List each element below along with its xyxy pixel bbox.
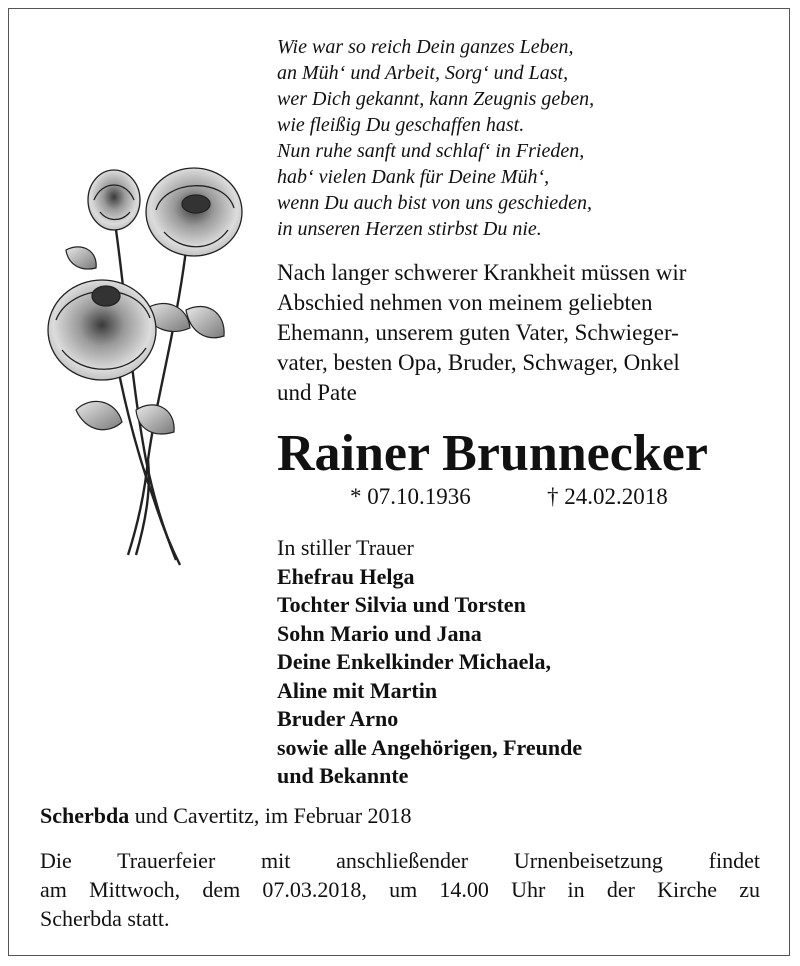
roses-illustration bbox=[36, 160, 246, 570]
mourner-line: Sohn Mario und Jana bbox=[277, 620, 482, 646]
intro-line: Nach langer schwerer Krankheit müssen wir bbox=[277, 260, 687, 285]
birth-date: * 07.10.1936 bbox=[350, 484, 471, 509]
place-date-line bbox=[40, 802, 412, 830]
poem-line: in unseren Herzen stirbst Du nie. bbox=[277, 218, 542, 240]
mourner-line: Deine Enkelkinder Michaela, bbox=[277, 649, 551, 674]
mourners-heading: In stiller Trauer bbox=[277, 535, 414, 560]
death-date: † 24.02.2018 bbox=[547, 484, 668, 509]
notice-line: am Mittwoch, dem 07.03.2018, um 14.00 Uhr in der Kirche zu bbox=[40, 877, 760, 902]
poem-line: hab‘ vielen Dank für Deine Müh‘, bbox=[277, 166, 550, 188]
poem-line: an Müh‘ und Arbeit, Sorg‘ und Last, bbox=[277, 62, 569, 84]
place-name: Scherbda bbox=[40, 803, 130, 828]
mourner-line: sowie alle Angehörigen, Freunde bbox=[277, 734, 583, 760]
poem-line: wenn Du auch bist von uns geschieden, bbox=[277, 192, 592, 214]
mourner-line: und Bekannte bbox=[277, 763, 409, 788]
intro-line: Ehemann, unserem guten Vater, Schwieger- bbox=[277, 320, 679, 345]
intro-text bbox=[277, 258, 777, 408]
poem-line: Nun ruhe sanft und schlaf‘ in Frieden, bbox=[277, 140, 585, 162]
deceased-name: Rainer Brunnecker bbox=[277, 425, 708, 482]
mourners-list bbox=[277, 534, 777, 791]
funeral-notice bbox=[40, 846, 760, 933]
place-date: und Cavertitz, im Februar 2018 bbox=[129, 803, 412, 828]
poem-line: wie fleißig Du geschaffen hast. bbox=[277, 114, 525, 136]
poem-line: wer Dich gekannt, kann Zeugnis geben, bbox=[277, 88, 595, 110]
mourner-line: Ehefrau Helga bbox=[277, 563, 415, 589]
intro-line: und Pate bbox=[277, 380, 357, 405]
poem bbox=[277, 34, 777, 242]
intro-line: vater, besten Opa, Bruder, Schwager, Onkel bbox=[277, 350, 680, 375]
notice-line: Die Trauerfeier mit anschließender Urnenbeisetzung findet bbox=[40, 848, 760, 873]
mourner-line: Aline mit Martin bbox=[277, 677, 438, 703]
notice-line: Scherbda statt. bbox=[40, 906, 170, 931]
intro-line: Abschied nehmen von meinem geliebten bbox=[277, 290, 653, 315]
mourner-line: Bruder Arno bbox=[277, 706, 399, 731]
poem-line: Wie war so reich Dein ganzes Leben, bbox=[277, 36, 574, 58]
mourner-line: Tochter Silvia und Torsten bbox=[277, 592, 526, 617]
